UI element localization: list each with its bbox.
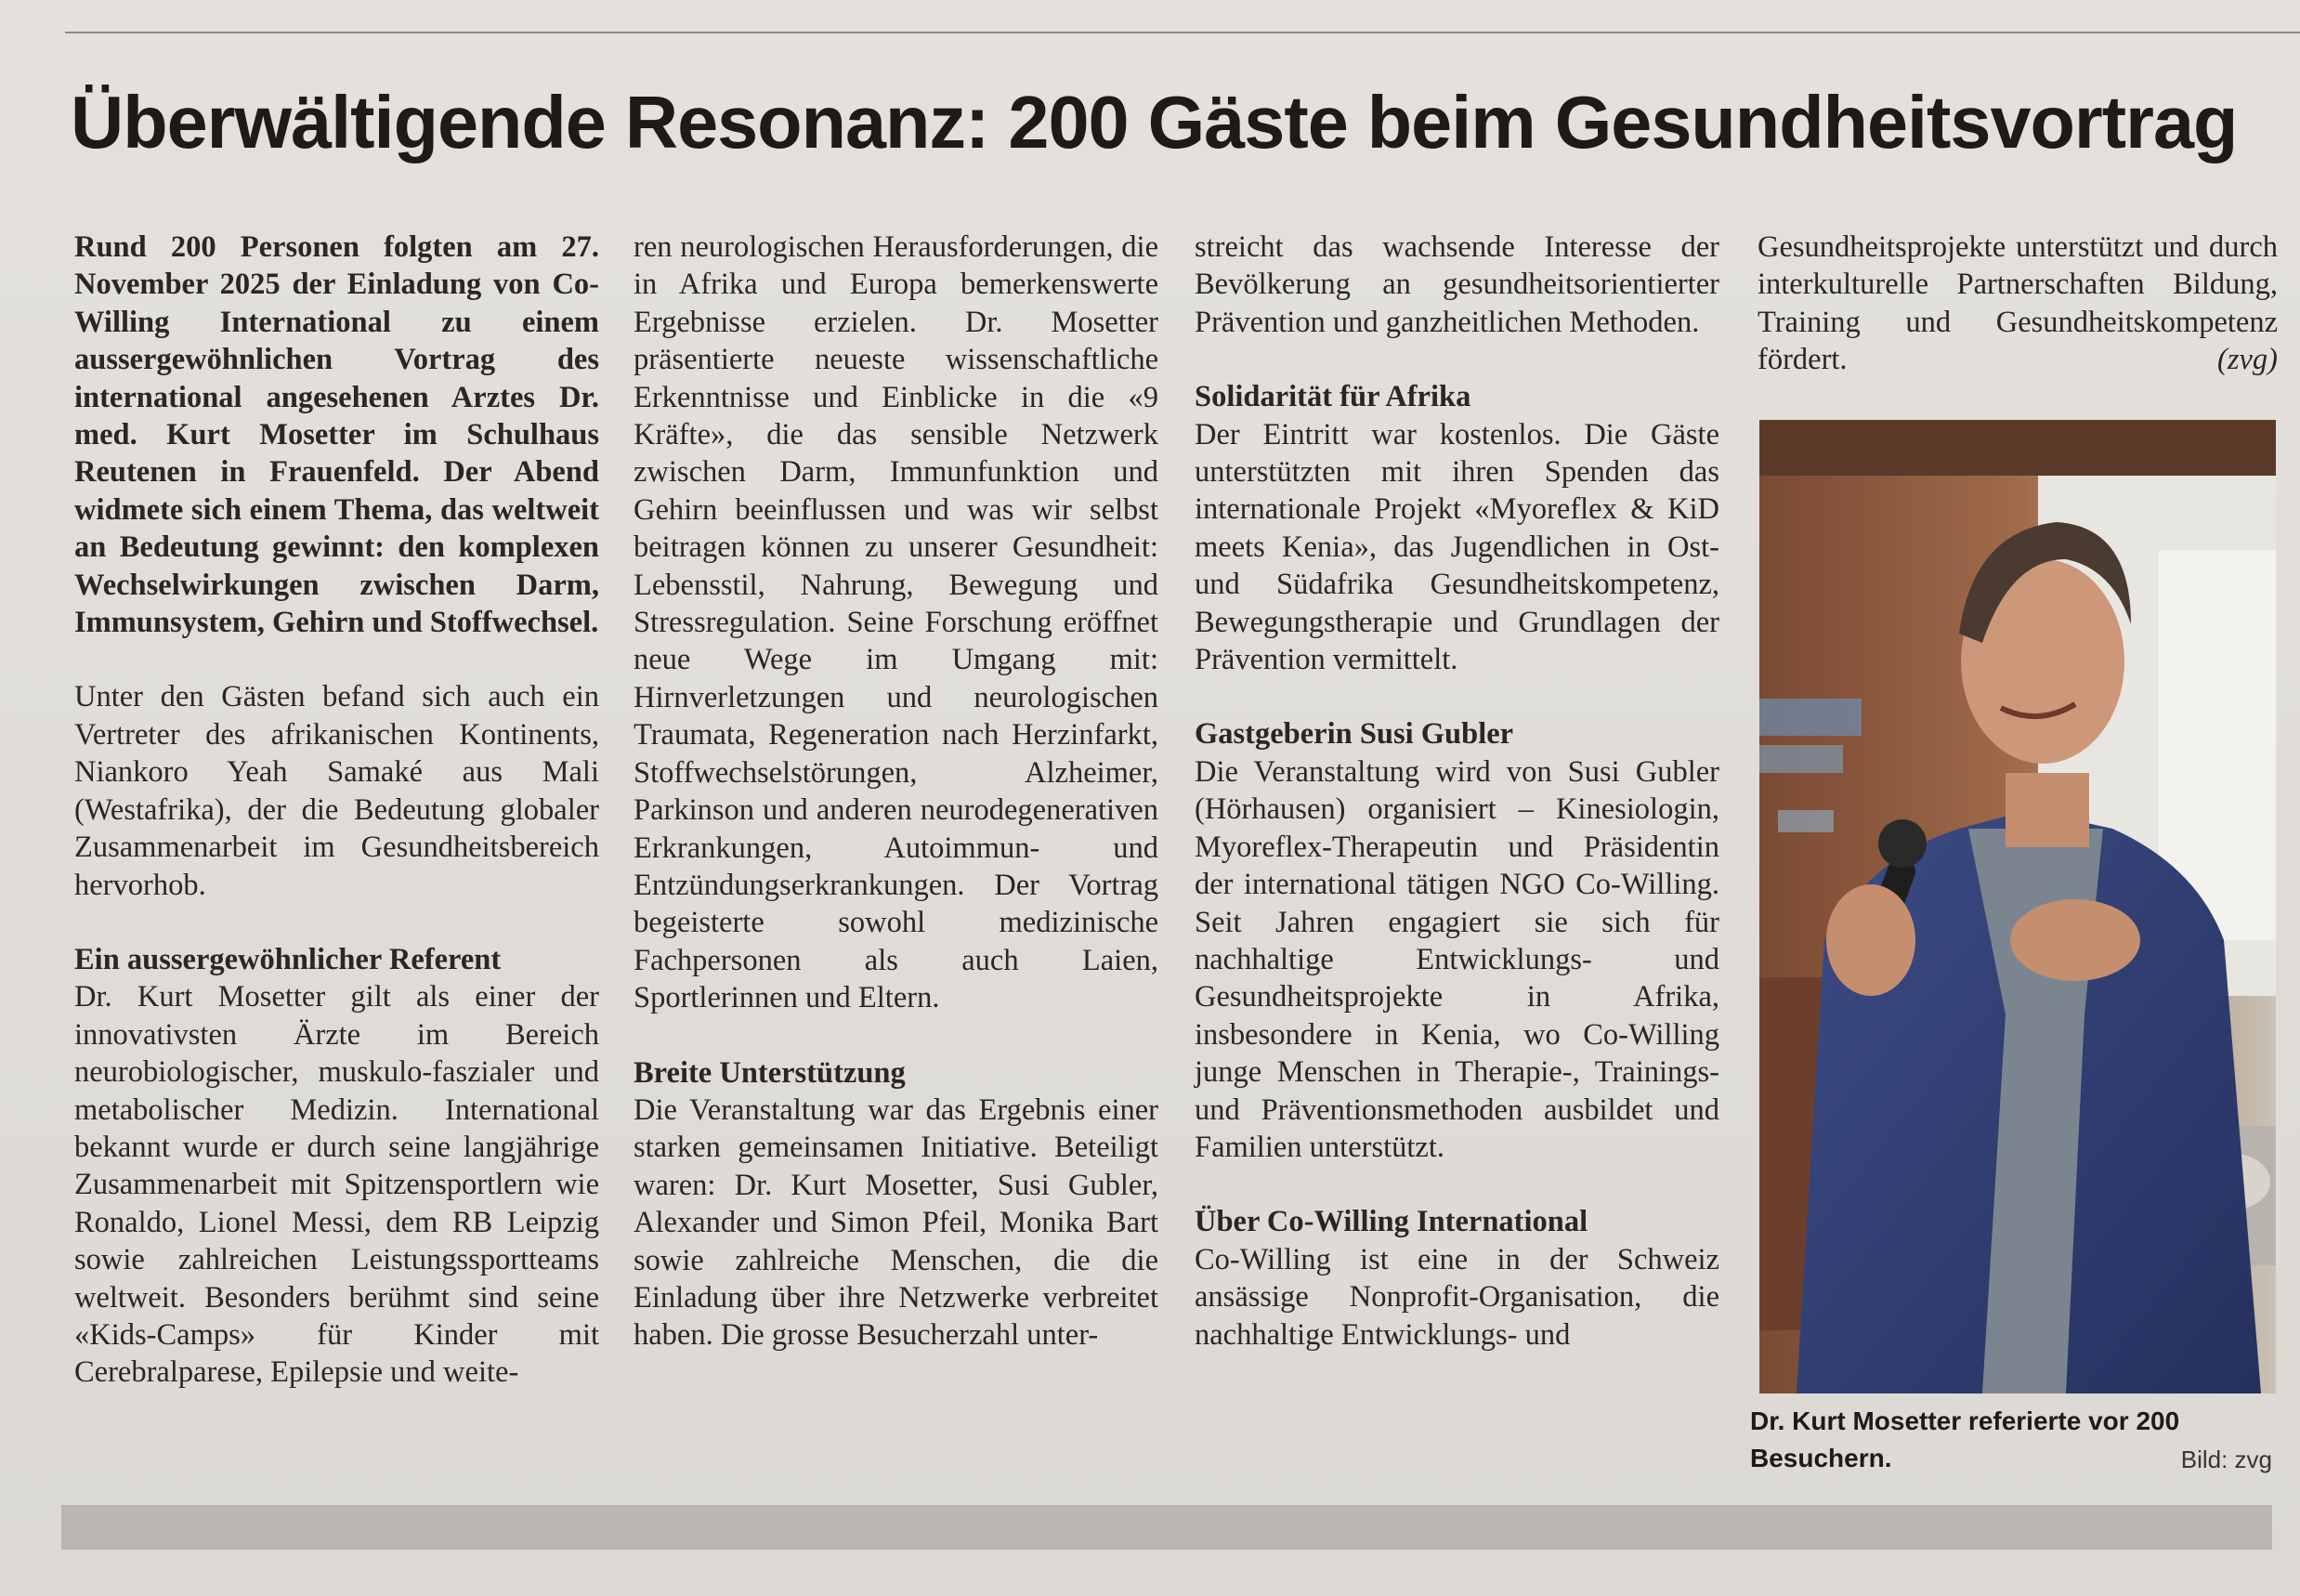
- speaker-photo: [1759, 420, 2276, 1393]
- subheading: Über Co-Willing International: [1195, 1205, 1588, 1239]
- paragraph: Die Veranstaltung wird von Susi Gubler (Hörhausen) organisiert – Kinesiologin, Myoreflex-Therapeutin und Präsidentin der international tätigen NGO Co-Willing. Seit Jahren engagiert sie sich für nachhaltige Entwicklungs- und Gesundheitsprojekte in Afrika, insbesondere in Kenia, wo Co-Willing junge Menschen in Therapie-, Trainings- und Präventionsmethoden ausbildet und Familien unterstützt.: [1195, 754, 1719, 1164]
- paragraph: Die Veranstaltung war das Ergebnis einer starken gemeinsamen Initiative. Beteiligt waren: Dr. Kurt Mosetter, Susi Gubler, Alexander und Simon Pfeil, Monika Bart sowie zahlreiche Menschen, die die Einladung über ihre Netzwerke verbreitet haben. Die grosse Besucherzahl unter-: [634, 1092, 1158, 1353]
- subheading: Gastgeberin Susi Gubler: [1195, 717, 1514, 752]
- lead-paragraph: Rund 200 Personen folgten am 27. November 2025 der Einladung von Co-Willing International zu einem aussergewöhnlichen Vortrag des international angesehenen Arztes Dr. med. Kurt Mosetter im Schulhaus Reutenen in Frauenfeld. Der Abend widmete sich einem Thema, das weltweit an Bedeutung gewinnt: den komplexen Wechselwirkungen zwischen Darm, Immunsystem, Gehirn und Stoffwechsel.: [74, 230, 599, 640]
- headline: Überwältigende Resonanz: 200 Gäste beim Gesundheitsvortrag: [71, 81, 2238, 164]
- column-4: [1758, 229, 2278, 379]
- subheading: Ein aussergewöhnlicher Referent: [74, 942, 502, 976]
- photo-caption: Dr. Kurt Mosetter referierte vor 200 Besuchern.: [1750, 1406, 2180, 1472]
- paragraph: ren neurologischen Herausforderungen, die in Afrika und Europa bemerkenswerte Ergebnisse erzielen. Dr. Mosetter präsentierte neueste wissenschaftliche Erkenntnisse und Einblicke in die «9 Kräfte», die das sensible Netzwerk zwischen Darm, Immunfunktion und Gehirn beeinflussen und was wir selbst beitragen können zu unserer Gesundheit: Lebensstil, Nahrung, Bewegung und Stressregulation. Seine Forschung eröffnet neue Wege im Umgang mit: Hirnverletzungen und neurologischen Traumata, Regeneration nach Herzinfarkt, Stoffwechselstörungen, Alzheimer, Parkinson und anderen neurodegenerativen Erkrankungen, Autoimmun- und Entzündungserkrankungen. Der Vortrag begeisterte sowohl medizinische Fachpersonen als auch Laien, Sportlerinnen und Eltern.: [634, 230, 1158, 1015]
- paragraph: Unter den Gästen befand sich auch ein Vertreter des afrikanischen Kontinents, Niankoro Yeah Samaké aus Mali (Westafrika), der die Bedeutung globaler Zusammenarbeit im Gesundheitsbereich hervorhob.: [74, 680, 599, 902]
- column-1: [74, 229, 599, 1392]
- column-2: [634, 229, 1158, 1354]
- paragraph: [1758, 229, 2278, 379]
- paragraph: streicht das wachsende Interesse der Bevölkerung an gesundheitsorientierter Prävention und ganzheitlichen Methoden.: [1195, 230, 1719, 339]
- bottom-band: [61, 1505, 2272, 1550]
- subheading: Solidarität für Afrika: [1195, 380, 1471, 414]
- top-rule: [65, 32, 2300, 33]
- subheading: Breite Unterstützung: [634, 1055, 906, 1090]
- column-3: [1195, 229, 1719, 1354]
- paragraph: Der Eintritt war kostenlos. Die Gäste unterstützten mit ihren Spenden das internationale Projekt «Myoreflex & KiD meets Kenia», das Jugendlichen in Ost- und Südafrika Gesundheitskompetenz, Bewegungstherapie und Grundlagen der Prävention vermittelt.: [1195, 417, 1719, 677]
- paragraph-text: Gesundheitsprojekte unterstützt und durch interkulturelle Partnerschaften Bildung, Training und Gesundheitskompetenz fördert.: [1758, 230, 2278, 377]
- photo-credit: Bild: zvg: [2180, 1446, 2272, 1473]
- paragraph: Dr. Kurt Mosetter gilt als einer der innovativsten Ärzte im Bereich neurobiologischer, muskulo-faszialer und metabolischer Medizin. International bekannt wurde er durch seine langjährige Zusammenarbeit mit Spitzensportlern wie Ronaldo, Lionel Messi, dem RB Leipzig sowie zahlreichen Leistungssportteams weltweit. Besonders berühmt sind seine «Kids-Camps» für Kinder mit Cerebralparese, Epilepsie und weite-: [74, 980, 599, 1390]
- paragraph: Co-Willing ist eine in der Schweiz ansässige Nonprofit-Organisation, die nachhaltige Entwicklungs- und: [1195, 1242, 1719, 1352]
- article-credit: (zvg): [2217, 343, 2278, 377]
